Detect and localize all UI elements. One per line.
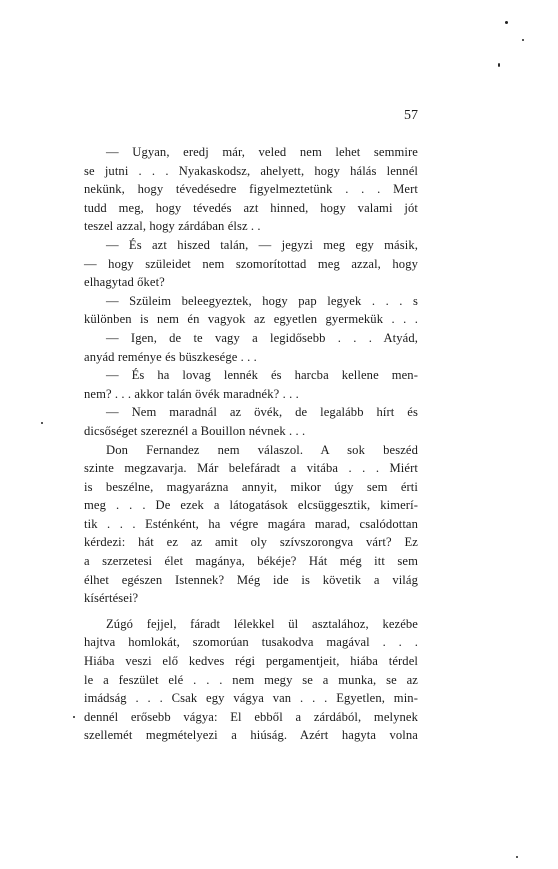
text-line: anyád reménye és büszkesége . . . xyxy=(84,349,257,364)
scan-speck xyxy=(73,716,75,718)
text-line: Don Fernandez nem válaszol. A sok beszéd xyxy=(106,442,418,457)
text-line: — És azt hiszed talán, — jegyzi meg egy másik, xyxy=(106,237,418,252)
text-line: is beszélne, magyarázna annyit, mikor úgy sem érti xyxy=(84,479,418,494)
text-line: tudd meg, hogy tévedés azt hinned, hogy valami jót xyxy=(84,200,418,215)
text-line: — És ha lovag lennék és harcba kellene men- xyxy=(106,368,418,383)
page-number: 57 xyxy=(404,108,418,123)
text-line: élhet egészen Istennek? Még ide is követik a világ xyxy=(84,572,418,587)
text-line: Zúgó fejjel, fáradt lélekkel ül asztalához, kezébe xyxy=(106,616,418,631)
text-line: meg . . . De ezek a látogatások elcsüggesztik, kimerí- xyxy=(84,498,418,513)
text-line: — Igen, de te vagy a legidősebb . . . Atyád, xyxy=(106,330,418,345)
text-line: — Ugyan, eredj már, veled nem lehet semmire xyxy=(106,145,418,159)
text-line: — Szüleim beleegyeztek, hogy pap legyek . . . s xyxy=(106,293,418,308)
text-line: kísértései? xyxy=(84,591,139,606)
scan-speck xyxy=(498,63,500,67)
text-line: le a feszület elé . . . nem megy se a munka, se az xyxy=(84,672,418,687)
text-line: kérdezi: hát ez az amit oly szívszorongva várt? Ez xyxy=(84,535,418,550)
text-line: elhagytad őket? xyxy=(84,275,165,290)
text-line: nem? . . . akkor talán övék maradnék? . . . xyxy=(84,386,299,401)
text-line: imádság . . . Csak egy vágya van . . . Egyetlen, min- xyxy=(84,691,418,706)
text-line: dicsőséget szereznél a Bouillon névnek . . . xyxy=(84,423,306,438)
text-line: nekünk, hogy tévedésedre figyelmeztetünk . . . Mert xyxy=(84,182,418,197)
text-line: dennél erősebb vágya: El ebből a zárdából, melynek xyxy=(84,709,418,724)
text-line: Hiába veszi elő kedves régi pergamentjeit, hiába térdel xyxy=(84,654,418,669)
text-line: a szerzetesi élet magánya, békéje? Hát még itt sem xyxy=(84,554,418,569)
text-line: szinte megzavarja. Már belefáradt a vitába . . . Miért xyxy=(84,461,418,476)
scan-speck xyxy=(41,422,43,424)
text-line: — hogy szüleidet nem szomorítottad meg azzal, hogy xyxy=(84,256,418,271)
text-line: szellemét megmételyezi a hiúság. Azért hagyta volna xyxy=(84,728,418,743)
body-text xyxy=(84,143,418,745)
text-line: — Nem maradnál az övék, de legalább hírt és xyxy=(106,405,418,420)
scan-speck xyxy=(516,856,518,858)
text-line: tik . . . Esténként, ha végre magára marad, csalódottan xyxy=(84,516,418,531)
text-line: hajtva homlokát, szomorúan tusakodva magával . . . xyxy=(84,635,418,650)
scan-speck xyxy=(505,21,508,24)
text-line: se jutni . . . Nyakaskodsz, ahelyett, hogy hálás lennél xyxy=(84,163,418,178)
text-line: teszel azzal, hogy zárdában élsz . . xyxy=(84,219,261,234)
text-line: különben is nem én vagyok az egyetlen gyermekük . . . xyxy=(84,312,418,327)
scan-speck xyxy=(522,39,524,41)
